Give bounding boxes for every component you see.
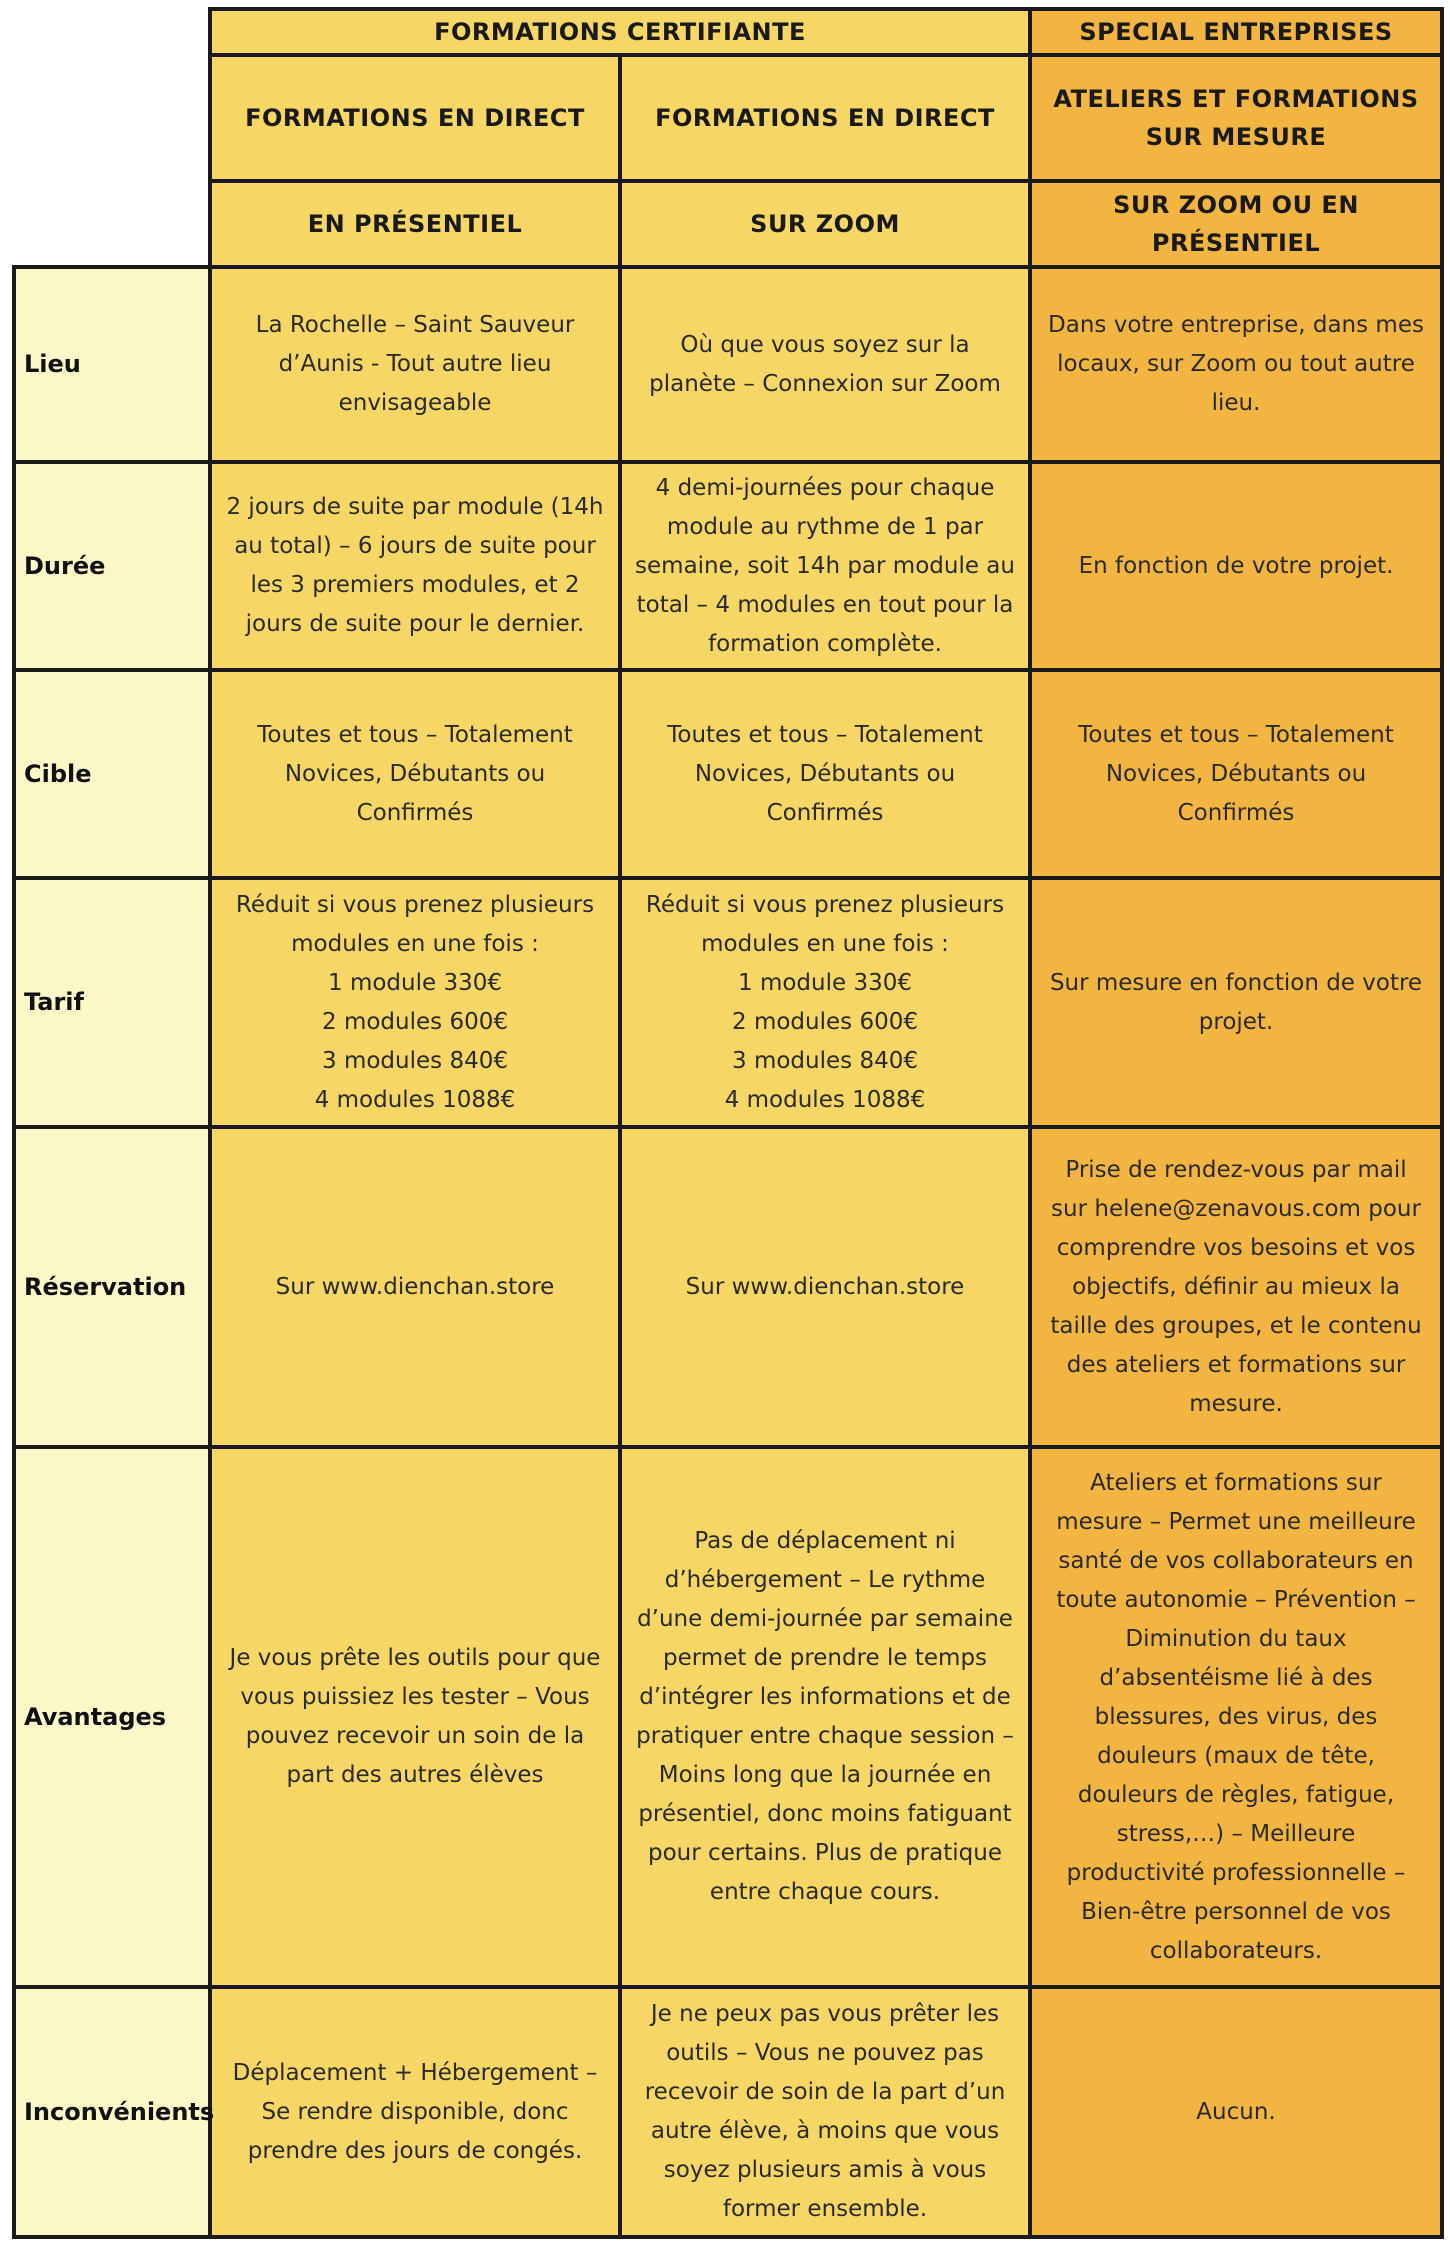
cell-zoom: Toutes et tous – Totalement Novices, Débutants ou Confirmés (620, 670, 1030, 878)
corner-blank (14, 9, 210, 267)
cell-entreprises: En fonction de votre projet. (1030, 462, 1442, 670)
header-group-row (14, 9, 1442, 55)
table-row-inconvenients (14, 1987, 1442, 2237)
header-col1-title: FORMATIONS EN DIRECT (210, 55, 620, 181)
header-group-certifiante: FORMATIONS CERTIFIANTE (210, 9, 1030, 55)
header-col2-mode: SUR ZOOM (620, 181, 1030, 267)
header-mode-row (14, 181, 1442, 267)
header-title-row (14, 55, 1442, 181)
cell-entreprises: Toutes et tous – Totalement Novices, Débutants ou Confirmés (1030, 670, 1442, 878)
cell-entreprises: Prise de rendez-vous par mail sur helene@zenavous.com pour comprendre vos besoins et vos objectifs, définir au mieux la taille des groupes, et le contenu des ateliers et formations sur mesure. (1030, 1127, 1442, 1447)
cell-presentiel: La Rochelle – Saint Sauveur d’Aunis - Tout autre lieu envisageable (210, 267, 620, 462)
cell-presentiel: 2 jours de suite par module (14h au total) – 6 jours de suite pour les 3 premiers modules, et 2 jours de suite pour le dernier. (210, 462, 620, 670)
row-label: Lieu (14, 267, 210, 462)
cell-presentiel: Déplacement + Hébergement – Se rendre disponible, donc prendre des jours de congés. (210, 1987, 620, 2237)
cell-zoom: Réduit si vous prenez plusieurs modules en une fois : 1 module 330€ 2 modules 600€ 3 modules 840€ 4 modules 1088€ (620, 878, 1030, 1127)
header-col3-mode: SUR ZOOM OU EN PRÉSENTIEL (1030, 181, 1442, 267)
cell-presentiel: Réduit si vous prenez plusieurs modules en une fois : 1 module 330€ 2 modules 600€ 3 modules 840€ 4 modules 1088€ (210, 878, 620, 1127)
cell-zoom: Sur www.dienchan.store (620, 1127, 1030, 1447)
table-row-cible (14, 670, 1442, 878)
cell-entreprises: Dans votre entreprise, dans mes locaux, sur Zoom ou tout autre lieu. (1030, 267, 1442, 462)
cell-presentiel: Toutes et tous – Totalement Novices, Débutants ou Confirmés (210, 670, 620, 878)
row-label: Durée (14, 462, 210, 670)
cell-zoom: 4 demi-journées pour chaque module au rythme de 1 par semaine, soit 14h par module au total – 4 modules en tout pour la formation complète. (620, 462, 1030, 670)
table-row-tarif (14, 878, 1442, 1127)
row-label: Avantages (14, 1447, 210, 1987)
row-label: Cible (14, 670, 210, 878)
cell-presentiel: Je vous prête les outils pour que vous puissiez les tester – Vous pouvez recevoir un soin de la part des autres élèves (210, 1447, 620, 1987)
table-row-avantages (14, 1447, 1442, 1987)
cell-entreprises: Ateliers et formations sur mesure – Permet une meilleure santé de vos collaborateurs en toute autonomie – Prévention – Diminution du taux d’absentéisme lié à des blessures, des virus, des douleurs (maux de tête, douleurs de règles, fatigue, stress,…) – Meilleure productivité professionnelle – Bien-être personnel de vos collaborateurs. (1030, 1447, 1442, 1987)
table-row-duree (14, 462, 1442, 670)
cell-entreprises: Sur mesure en fonction de votre projet. (1030, 878, 1442, 1127)
row-label: Réservation (14, 1127, 210, 1447)
table-row-reservation (14, 1127, 1442, 1447)
header-col3-title: ATELIERS ET FORMATIONS SUR MESURE (1030, 55, 1442, 181)
row-label: Tarif (14, 878, 210, 1127)
cell-entreprises: Aucun. (1030, 1987, 1442, 2237)
table-row-lieu (14, 267, 1442, 462)
comparison-table (12, 7, 1444, 2239)
header-col2-title: FORMATIONS EN DIRECT (620, 55, 1030, 181)
cell-zoom: Pas de déplacement ni d’hébergement – Le rythme d’une demi-journée par semaine permet de prendre le temps d’intégrer les informations et de pratiquer entre chaque session – Moins long que la journée en présentiel, donc moins fatiguant pour certains. Plus de pratique entre chaque cours. (620, 1447, 1030, 1987)
header-group-entreprises: SPECIAL ENTREPRISES (1030, 9, 1442, 55)
row-label: Inconvénients (14, 1987, 210, 2237)
cell-zoom: Je ne peux pas vous prêter les outils – Vous ne pouvez pas recevoir de soin de la part d’un autre élève, à moins que vous soyez plusieurs amis à vous former ensemble. (620, 1987, 1030, 2237)
cell-presentiel: Sur www.dienchan.store (210, 1127, 620, 1447)
header-col1-mode: EN PRÉSENTIEL (210, 181, 620, 267)
cell-zoom: Où que vous soyez sur la planète – Connexion sur Zoom (620, 267, 1030, 462)
